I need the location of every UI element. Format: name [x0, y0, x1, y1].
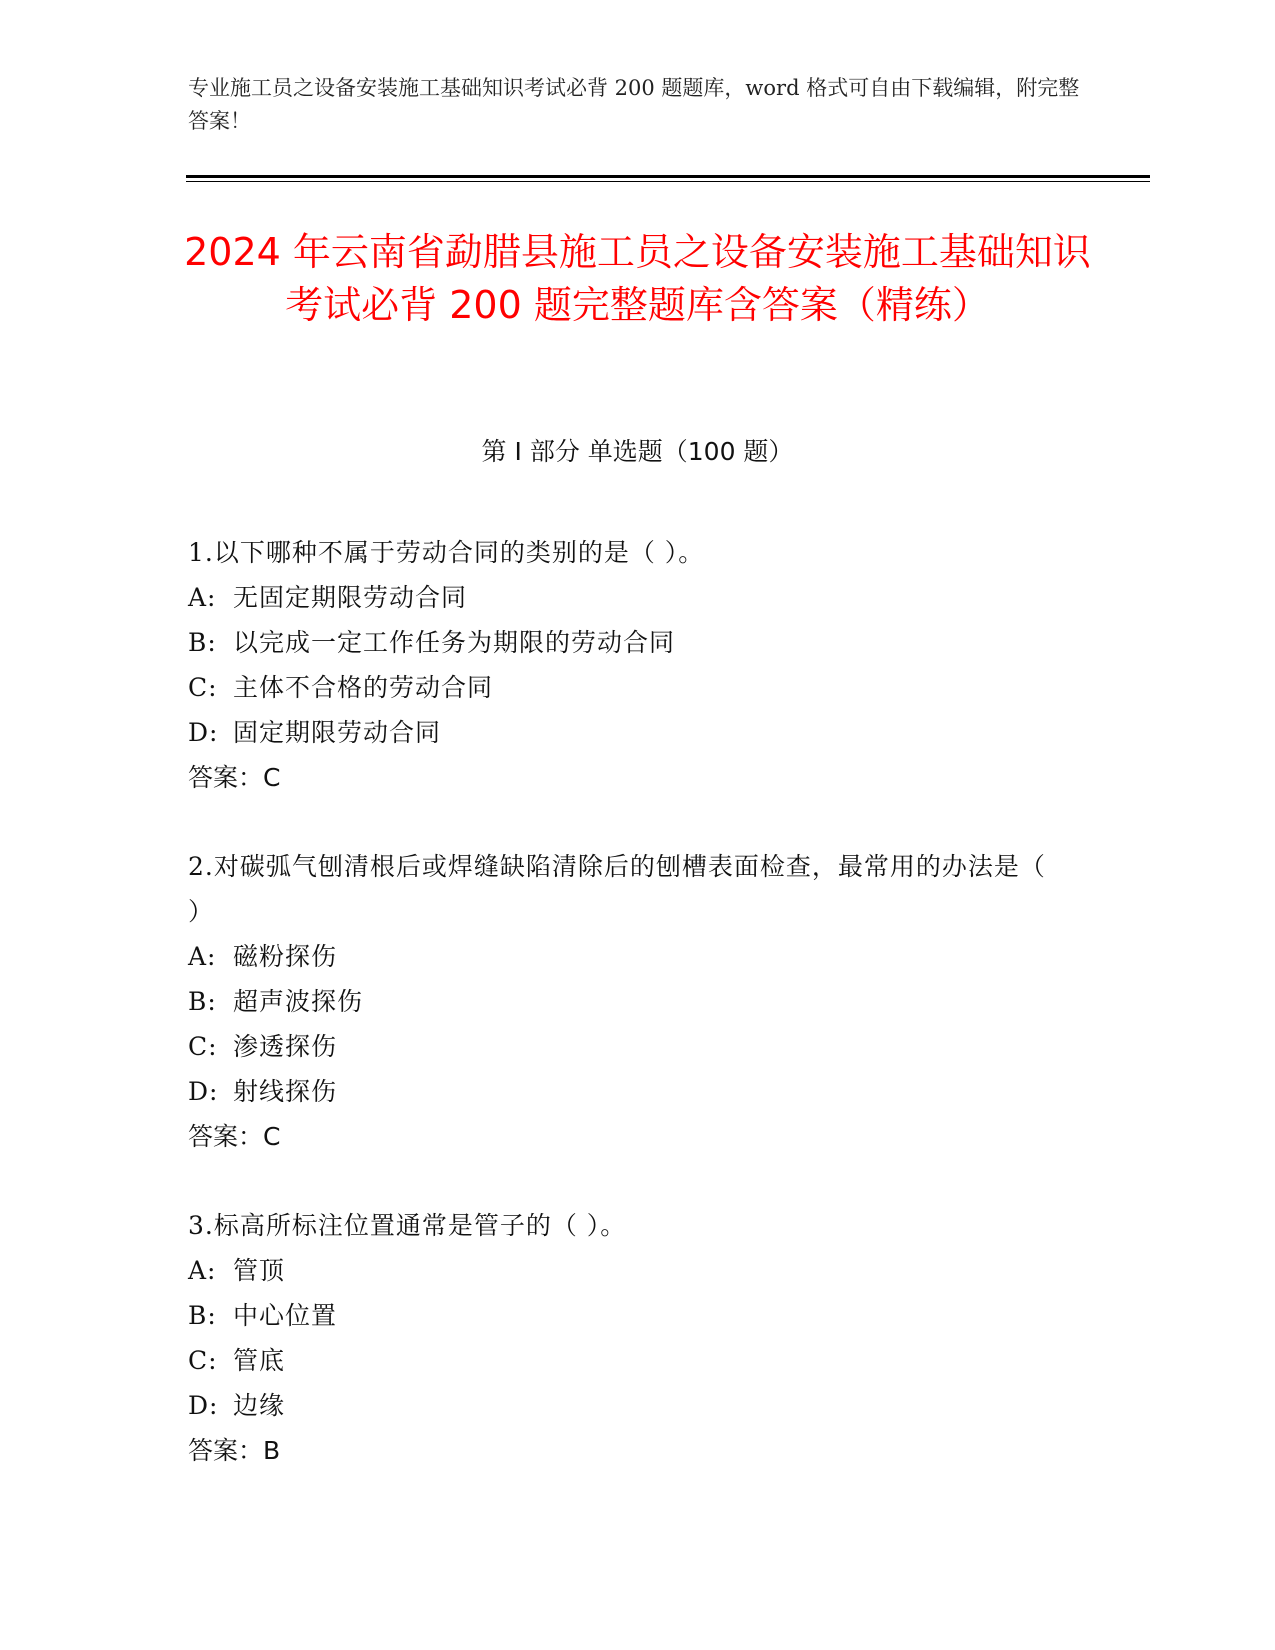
- answer-line: 答案：C: [188, 763, 281, 792]
- option-text: 渗透探伤: [233, 1032, 338, 1061]
- header-divider-thin: [186, 181, 1150, 182]
- option-d: [188, 1069, 1068, 1114]
- answer-line: 答案：B: [188, 1436, 281, 1465]
- option-text: 磁粉探伤: [233, 942, 338, 971]
- option-b: [188, 620, 1068, 665]
- question-1: [188, 530, 1068, 800]
- question-stem: 2.对碳弧气刨清根后或焊缝缺陷清除后的刨槽表面检查，最常用的办法是（ ）: [188, 852, 1046, 926]
- option-letter: B:: [188, 987, 217, 1016]
- option-letter: D:: [188, 718, 219, 747]
- section-heading: 第 I 部分 单选题（100 题）: [481, 437, 794, 466]
- option-text: 中心位置: [233, 1301, 338, 1330]
- option-text: 边缘: [233, 1391, 286, 1420]
- answer-line: 答案：C: [188, 1122, 281, 1151]
- header-note: 专业施工员之设备安装施工基础知识考试必背 200 题题库，word 格式可自由下载编辑，附完整答案！: [188, 76, 1080, 133]
- document-title: 2024 年云南省勐腊县施工员之设备安装施工基础知识考试必背 200 题完整题库含答案（精练）: [184, 230, 1091, 327]
- option-letter: B:: [188, 1301, 217, 1330]
- option-a: [188, 1248, 1068, 1293]
- option-text: 无固定期限劳动合同: [233, 583, 468, 612]
- option-text: 主体不合格的劳动合同: [233, 673, 494, 702]
- option-letter: D:: [188, 1391, 219, 1420]
- option-c: [188, 665, 1068, 710]
- option-letter: D:: [188, 1077, 219, 1106]
- option-d: [188, 710, 1068, 755]
- question-3: [188, 1203, 1068, 1473]
- option-text: 固定期限劳动合同: [233, 718, 442, 747]
- option-text: 以完成一定工作任务为期限的劳动合同: [233, 628, 676, 657]
- option-c: [188, 1338, 1068, 1383]
- option-letter: C:: [188, 1032, 218, 1061]
- option-letter: B:: [188, 628, 217, 657]
- option-letter: A:: [188, 583, 217, 612]
- option-b: [188, 979, 1068, 1024]
- question-list: [188, 530, 1068, 1517]
- option-letter: A:: [188, 942, 217, 971]
- option-b: [188, 1293, 1068, 1338]
- option-text: 射线探伤: [233, 1077, 338, 1106]
- option-c: [188, 1024, 1068, 1069]
- option-text: 管底: [233, 1346, 286, 1375]
- option-letter: C:: [188, 1346, 218, 1375]
- option-text: 超声波探伤: [233, 987, 364, 1016]
- option-a: [188, 575, 1068, 620]
- option-d: [188, 1383, 1068, 1428]
- option-a: [188, 934, 1068, 979]
- option-letter: A:: [188, 1256, 217, 1285]
- option-letter: C:: [188, 673, 218, 702]
- question-stem: 1.以下哪种不属于劳动合同的类别的是（ ）。: [188, 538, 705, 567]
- option-text: 管顶: [233, 1256, 286, 1285]
- question-stem: 3.标高所标注位置通常是管子的（ ）。: [188, 1211, 627, 1240]
- header-divider-thick: [186, 175, 1150, 178]
- question-2: [188, 844, 1068, 1159]
